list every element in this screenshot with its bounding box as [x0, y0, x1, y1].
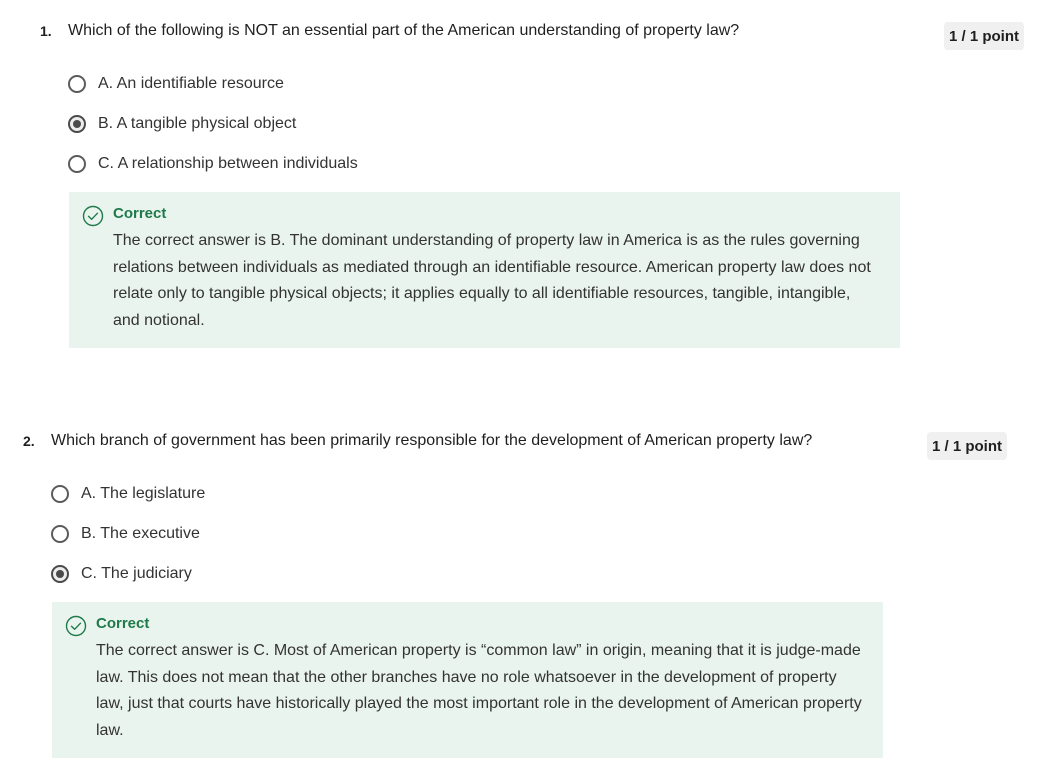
question-text: Which of the following is NOT an essential part of the American understanding of property law? — [68, 22, 740, 39]
check-circle-icon — [82, 205, 104, 227]
question-2 — [23, 430, 1023, 758]
feedback-panel — [52, 602, 883, 758]
question-header — [23, 430, 1023, 458]
points-badge: 1 / 1 point — [927, 432, 1007, 460]
question-number: 1. — [40, 23, 52, 39]
option-label: B. The executive — [81, 525, 200, 542]
option-a[interactable] — [68, 64, 1040, 104]
option-c[interactable] — [51, 554, 1023, 594]
question-1 — [40, 20, 1040, 348]
option-label: C. A relationship between individuals — [98, 155, 358, 172]
option-b[interactable] — [51, 514, 1023, 554]
feedback-text: The correct answer is C. Most of American property is “common law” in origin, meaning that it is judge-made law. This does not mean that the other branches have no role whatsoever in the development of property law, just that courts have historically played the most important role in the development of American property law. — [96, 642, 862, 739]
radio-unchecked-icon[interactable] — [51, 525, 69, 543]
radio-unchecked-icon[interactable] — [51, 485, 69, 503]
points-badge: 1 / 1 point — [944, 22, 1024, 50]
options-list — [51, 474, 1023, 594]
feedback-panel — [69, 192, 900, 348]
option-label: A. The legislature — [81, 485, 206, 502]
option-c[interactable] — [68, 144, 1040, 184]
question-header — [40, 20, 1040, 48]
question-number: 2. — [23, 433, 35, 449]
option-label: C. The judiciary — [81, 565, 192, 582]
radio-unchecked-icon[interactable] — [68, 75, 86, 93]
options-list — [68, 64, 1040, 184]
option-a[interactable] — [51, 474, 1023, 514]
radio-checked-icon[interactable] — [68, 115, 86, 133]
option-label: B. A tangible physical object — [98, 115, 297, 132]
option-b[interactable] — [68, 104, 1040, 144]
feedback-status: Correct — [113, 205, 167, 222]
check-circle-icon — [65, 615, 87, 637]
radio-unchecked-icon[interactable] — [68, 155, 86, 173]
feedback-status: Correct — [96, 615, 150, 632]
radio-checked-icon[interactable] — [51, 565, 69, 583]
feedback-text: The correct answer is B. The dominant understanding of property law in America is as the rules governing relations between individuals as mediated through an identifiable resource. American property law does not relate only to tangible physical objects; it applies equally to all identifiable resources, tangible, intangible, and notional. — [113, 232, 871, 329]
option-label: A. An identifiable resource — [98, 75, 284, 92]
question-text: Which branch of government has been primarily responsible for the development of American property law? — [51, 432, 813, 449]
